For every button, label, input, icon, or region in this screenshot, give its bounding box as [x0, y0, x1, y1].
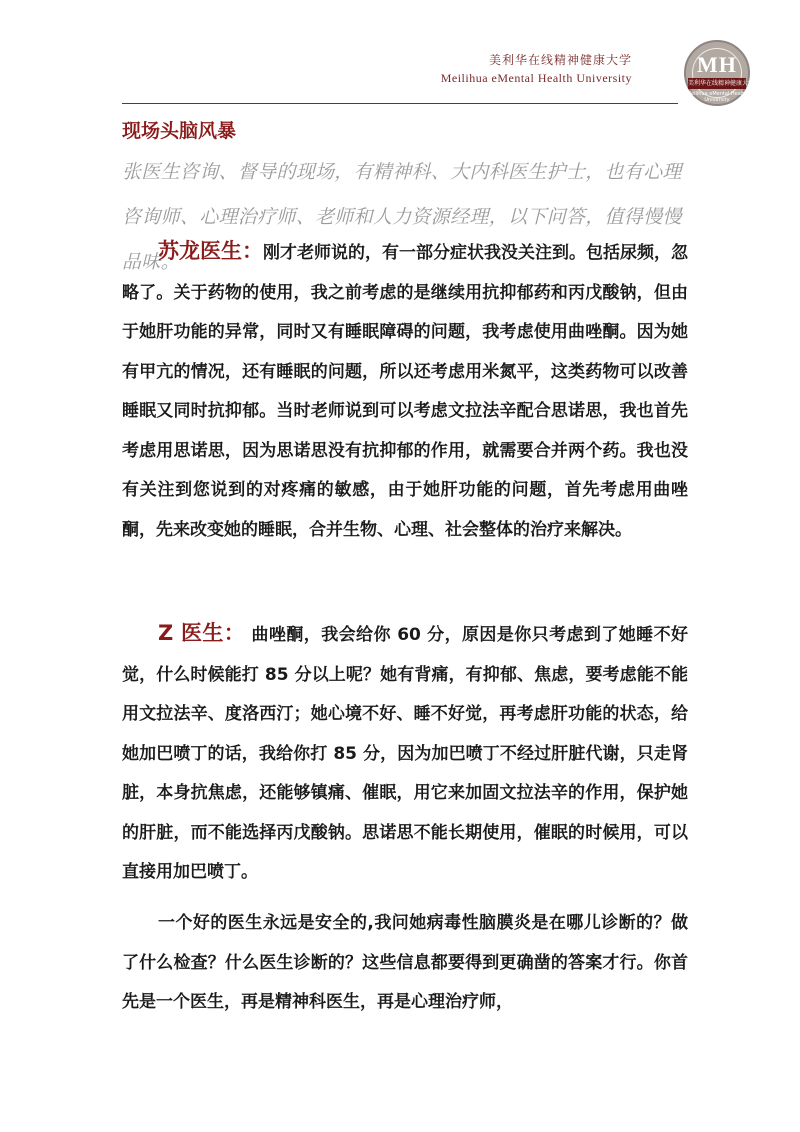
dialogue-text: 刚才老师说的，有一部分症状我没关注到。包括尿频，忽略了。关于药物的使用，我之前考虑的是继续用抗抑郁药和丙戊酸钠，但由于她肝功能的异常，同时又有睡眠障碍的问题，我考虑使用曲唑酮。因为她有甲亢的情况，还有睡眠的问题，所以还考虑用米氮平，这类药物可以改善睡眠又同时抗抑郁。当时老师说到可以考虑文拉法辛配合思诺思，我也首先考虑用思诺思，因为思诺思没有抗抑郁的作用，就需要合并两个药。我也没有关注到您说到的对疼痛的敏感，由于她肝功能的问题，首先考虑用曲唑酮，先来改变她的睡眠，合并生物、心理、社会整体的治疗来解决。: [122, 243, 688, 540]
speaker-label: Z 医生：: [158, 621, 246, 645]
closing-paragraph: 一个好的医生永远是安全的,我问她病毒性脑膜炎是在哪儿诊断的？做了什么检查？什么医生诊断的？这些信息都要得到更确凿的答案才行。你首先是一个医生，再是精神科医生，再是心理治疗师，: [122, 913, 688, 1012]
logo-sub-text: Meilihua eMental Health University: [686, 91, 748, 103]
university-logo: [684, 40, 755, 106]
header-en-name: Meilihua eMental Health University: [440, 71, 632, 85]
dialogue-paragraph-su-long: [122, 232, 688, 550]
speaker-label: 苏龙医生：: [158, 239, 263, 263]
header-divider: [122, 103, 678, 104]
dialogue-text: 曲唑酮，我会给你 60 分，原因是你只考虑到了她睡不好觉，什么时候能打 85 分以上呢？她有背痛，有抑郁、焦虑，要考虑能不能用文拉法辛、度洛西汀；她心境不好、睡不好觉，再考虑肝功能的状态，给她加巴喷丁的话，我给你打 85 分，因为加巴喷丁不经过肝脏代谢，只走肾脏，本身抗焦虑，还能够镇痛、催眠，用它来加固文拉法辛的作用，保护她的肝脏，而不能选择丙戊酸钠。思诺思不能长期使用，催眠的时候用，可以直接用加巴喷丁。: [122, 625, 688, 882]
section-title: 现场头脑风暴: [122, 120, 237, 142]
header-cn-name: 美利华在线精神健康大学: [488, 53, 632, 67]
section-intro: 张医生咨询、督导的现场，有精神科、大内科医生护士，也有心理咨询师、心理治疗师、老师和人力资源经理，以下问答，值得慢慢品味。: [122, 161, 682, 273]
header-university-name: [372, 52, 632, 86]
dialogue-paragraph-z: [122, 614, 688, 893]
logo-letters: MH: [697, 52, 737, 77]
logo-band-text: 美利华在线精神健康大学: [688, 80, 755, 87]
